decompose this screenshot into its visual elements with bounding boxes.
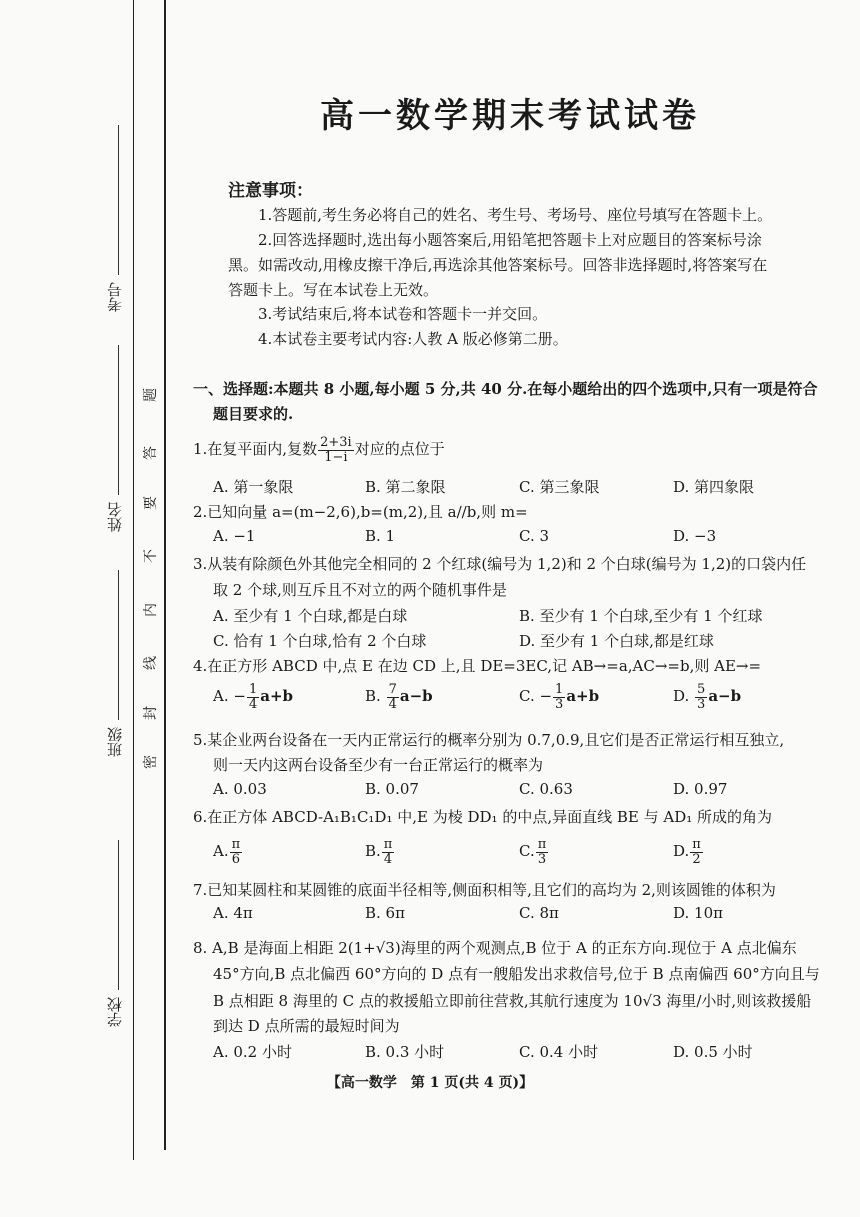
question-2: 2.已知向量 a=(m−2,6),b=(m,2),且 a//b,则 m= [193, 503, 528, 521]
q4-c-num: 1 [555, 682, 564, 697]
q3-option-a: A. 至少有 1 个白球,都是白球 [213, 607, 408, 625]
notes-heading: 注意事项： [228, 181, 313, 201]
note-line: 3.考试结束后,将本试卷和答题卡一并交回。 [258, 305, 548, 323]
q1-frac-den: 1−i [324, 449, 348, 465]
q6-d-pre: D. [673, 842, 690, 861]
q2-option-c: C. 3 [519, 527, 550, 545]
q7-option-a: A. 4π [213, 904, 253, 922]
q3-option-c: C. 恰有 1 个白球,恰有 2 个白球 [213, 632, 427, 650]
q4-c-fraction [553, 683, 565, 711]
q1-option-a: A. 第一象限 [213, 478, 294, 496]
q1-fraction [318, 436, 354, 464]
q1-option-d: D. 第四象限 [673, 478, 755, 496]
seal-char: 线 [143, 656, 159, 670]
question-8-cont: B 点相距 8 海里的 C 点的救援船立即前往营救,其航行速度为 10√3 海里/小时,则该救援船 [213, 992, 812, 1010]
q1-pre: 1.在复平面内,复数 [193, 440, 318, 459]
q7-option-b: B. 6π [365, 904, 405, 922]
q4-b-num: 7 [388, 682, 397, 697]
q4-b-fraction [387, 683, 399, 711]
q4-c-pre: C. − [519, 687, 553, 706]
q5-option-b: B. 0.07 [365, 780, 419, 798]
q7-option-d: D. 10π [673, 904, 723, 922]
school-blank [118, 840, 119, 990]
q1-option-b: B. 第二象限 [365, 478, 446, 496]
q7-option-c: C. 8π [519, 904, 559, 922]
q4-option-a [213, 683, 293, 711]
seal-char: 密 [143, 755, 159, 769]
q4-b-den: 4 [388, 696, 397, 712]
note-line: 1.答题前,考生务必将自己的姓名、考生号、考场号、座位号填写在答题卡上。 [258, 206, 773, 224]
q6-b-num: π [383, 837, 393, 852]
q4-d-num: 5 [697, 682, 706, 697]
q8-option-d: D. 0.5 小时 [673, 1043, 753, 1061]
class-blank [118, 570, 119, 720]
question-3-cont: 取 2 个球,则互斥且不对立的两个随机事件是 [213, 581, 507, 599]
seal-char: 答 [143, 446, 159, 460]
question-3: 3.从装有除颜色外其他完全相同的 2 个红球(编号为 1,2)和 2 个白球(编号为 1,2)的口袋内任 [193, 555, 807, 573]
question-5-cont: 则一天内这两台设备至少有一台正常运行的概率为 [213, 756, 544, 774]
q8-option-b: B. 0.3 小时 [365, 1043, 445, 1061]
q6-a-fraction [230, 838, 243, 866]
q1-post: 对应的点位于 [354, 440, 445, 459]
q4-a-num: 1 [248, 682, 258, 697]
q1-frac-num: 2+3i [320, 435, 352, 450]
q6-d-num: π [692, 837, 701, 852]
note-line: 黑。如需改动,用橡皮擦干净后,再选涂其他答案标号。回答非选择题时,将答案写在 [228, 256, 768, 274]
page-title: 高一数学期末考试试卷 [320, 96, 700, 136]
seal-char: 内 [143, 603, 159, 617]
q2-option-b: B. 1 [365, 527, 396, 545]
seal-char: 封 [143, 706, 159, 720]
q4-a-fraction [247, 683, 259, 711]
seal-char: 不 [143, 549, 159, 563]
q6-b-fraction [382, 838, 395, 866]
q6-option-b [365, 838, 395, 866]
q5-option-c: C. 0.63 [519, 780, 573, 798]
q6-c-den: 3 [537, 851, 547, 867]
q6-d-fraction [690, 838, 703, 866]
question-8-cont: 45°方向,B 点北偏西 60°方向的 D 点有一艘船发出求救信号,位于 B 点南偏西 60°方向且与 [213, 965, 820, 983]
q4-d-post: a−b [708, 687, 742, 706]
q4-b-post: a−b [399, 687, 433, 706]
question-6: 6.在正方体 ABCD-A₁B₁C₁D₁ 中,E 为棱 DD₁ 的中点,异面直线 BE 与 AD₁ 所成的角为 [193, 808, 773, 826]
q4-d-den: 3 [697, 696, 706, 712]
q4-c-post: a+b [566, 687, 600, 706]
q4-a-den: 4 [248, 696, 258, 712]
question-1 [193, 436, 445, 464]
q8-option-c: C. 0.4 小时 [519, 1043, 599, 1061]
name-blank [118, 345, 119, 495]
q6-option-c [519, 838, 549, 866]
q4-d-pre: D. [673, 687, 695, 706]
section-heading: 一、选择题:本题共 8 小题,每小题 5 分,共 40 分.在每小题给出的四个选项中,只有一项是符合 [193, 380, 818, 398]
q6-c-fraction [536, 838, 549, 866]
q2-option-d: D. −3 [673, 527, 717, 545]
seal-char: 题 [143, 388, 159, 402]
q6-c-pre: C. [519, 842, 535, 861]
q4-option-b [365, 683, 433, 711]
q4-option-c [519, 683, 599, 711]
q6-d-den: 2 [692, 851, 701, 867]
margin-line-right [164, 0, 166, 1150]
note-line: 4.本试卷主要考试内容:人教 A 版必修第二册。 [258, 330, 568, 348]
q4-a-post: a+b [260, 687, 293, 706]
q4-a-pre: A. − [213, 687, 246, 706]
q5-option-a: A. 0.03 [213, 780, 267, 798]
page-footer: 【高一数学 第 1 页(共 4 页)】 [326, 1075, 534, 1091]
school-label: 学校 [106, 997, 124, 1027]
q3-option-b: B. 至少有 1 个白球,至少有 1 个红球 [519, 607, 763, 625]
note-line: 答题卡上。写在本试卷上无效。 [228, 281, 439, 299]
exam-no-blank [118, 125, 119, 275]
seal-char: 要 [143, 496, 159, 510]
section-heading-cont: 题目要求的. [213, 405, 294, 423]
q4-option-d [673, 683, 741, 711]
exam-no-label: 考号 [106, 282, 124, 312]
margin-line-left [133, 0, 134, 1160]
q6-b-den: 4 [383, 851, 393, 867]
q2-option-a: A. −1 [213, 527, 256, 545]
q3-option-d: D. 至少有 1 个白球,都是红球 [519, 632, 714, 650]
note-line: 2.回答选择题时,选出每小题答案后,用铅笔把答题卡上对应题目的答案标号涂 [258, 231, 762, 249]
question-8: 8. A,B 是海面上相距 2(1+√3)海里的两个观测点,B 位于 A 的正东方向.现位于 A 点北偏东 [193, 939, 797, 957]
q6-option-a [213, 838, 243, 866]
name-label: 姓名 [106, 502, 124, 532]
question-7: 7.已知某圆柱和某圆锥的底面半径相等,侧面积相等,且它们的高均为 2,则该圆锥的体积为 [193, 881, 776, 899]
question-4: 4.在正方形 ABCD 中,点 E 在边 CD 上,且 DE=3EC,记 AB→=a,AC→=b,则 AE→= [193, 657, 762, 675]
q6-a-pre: A. [213, 842, 229, 861]
q6-a-den: 6 [231, 851, 241, 867]
q6-a-num: π [231, 837, 241, 852]
class-label: 班级 [106, 727, 124, 757]
q6-option-d [673, 838, 704, 866]
q8-option-a: A. 0.2 小时 [213, 1043, 292, 1061]
question-5: 5.某企业两台设备在一天内正常运行的概率分别为 0.7,0.9,且它们是否正常运行相互独立, [193, 731, 785, 749]
q1-option-c: C. 第三象限 [519, 478, 600, 496]
question-8-cont: 到达 D 点所需的最短时间为 [213, 1017, 400, 1035]
q4-d-fraction [695, 683, 707, 711]
q5-option-d: D. 0.97 [673, 780, 728, 798]
q4-b-pre: B. [365, 687, 386, 706]
q4-c-den: 3 [555, 696, 564, 712]
q6-b-pre: B. [365, 842, 381, 861]
q6-c-num: π [537, 837, 547, 852]
